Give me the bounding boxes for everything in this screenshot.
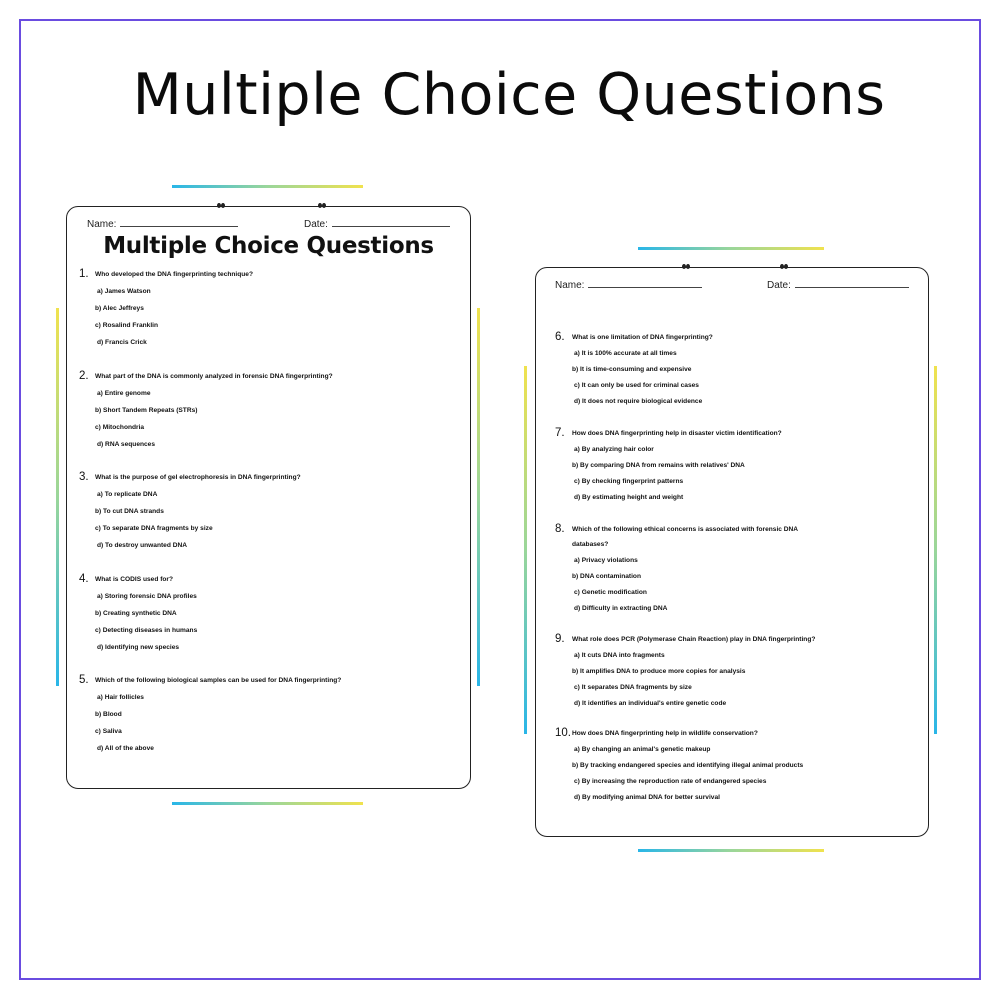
name-label: Name: bbox=[87, 219, 117, 230]
page-title: Multiple Choice Questions bbox=[132, 62, 886, 128]
answer-option[interactable]: b) To cut DNA strands bbox=[95, 508, 164, 515]
answer-option[interactable]: c) Mitochondria bbox=[95, 423, 145, 431]
answer-option[interactable]: d) Identifying new species bbox=[97, 643, 180, 651]
answer-option[interactable]: a) Storing forensic DNA profiles bbox=[97, 592, 197, 600]
answer-option[interactable]: c) Rosalind Franklin bbox=[95, 322, 159, 329]
worksheet-title: Multiple Choice Questions bbox=[103, 233, 434, 259]
date-field[interactable] bbox=[767, 279, 909, 291]
answer-option[interactable]: a) Hair follicles bbox=[97, 694, 144, 701]
accent-bar-right-1 bbox=[524, 366, 527, 734]
answer-option[interactable]: a) By analyzing hair color bbox=[574, 446, 654, 453]
question-number: 7. bbox=[555, 427, 565, 439]
answer-option[interactable]: d) It does not require biological evidence bbox=[574, 398, 703, 405]
date-field[interactable] bbox=[304, 218, 450, 230]
answer-option[interactable]: b) Alec Jeffreys bbox=[95, 305, 144, 312]
answer-option[interactable]: a) It is 100% accurate at all times bbox=[574, 350, 677, 357]
answer-option[interactable]: c) It separates DNA fragments by size bbox=[574, 684, 692, 691]
answer-option[interactable]: b) By tracking endangered species and identifying illegal animal products bbox=[572, 762, 804, 769]
question-text: How does DNA fingerprinting help in disaster victim identification? bbox=[572, 430, 782, 437]
accent-bar-top-right bbox=[638, 247, 824, 250]
answer-option[interactable]: a) To replicate DNA bbox=[97, 491, 158, 498]
worksheet-page-2 bbox=[535, 267, 929, 837]
question-number: 9. bbox=[555, 633, 565, 645]
question-text-continued: databases? bbox=[572, 541, 609, 548]
answer-option[interactable]: b) By comparing DNA from remains with relatives' DNA bbox=[572, 462, 745, 469]
accent-bar-right-2 bbox=[934, 366, 937, 734]
question-text: What is the purpose of gel electrophoresis in DNA fingerprinting? bbox=[95, 474, 301, 481]
answer-option[interactable]: b) It is time-consuming and expensive bbox=[572, 366, 692, 373]
question-text: What is one limitation of DNA fingerprinting? bbox=[572, 334, 713, 341]
question-number: 1. bbox=[79, 268, 89, 280]
accent-bar-bottom-right bbox=[638, 849, 824, 852]
name-label: Name: bbox=[555, 280, 585, 291]
answer-option[interactable]: d) Difficulty in extracting DNA bbox=[574, 605, 668, 612]
date-label: Date: bbox=[767, 280, 791, 291]
question-text: How does DNA fingerprinting help in wildlife conservation? bbox=[572, 730, 758, 737]
question-text: Who developed the DNA fingerprinting technique? bbox=[95, 271, 254, 278]
question-text: What role does PCR (Polymerase Chain Reaction) play in DNA fingerprinting? bbox=[572, 636, 816, 643]
answer-option[interactable]: c) Saliva bbox=[95, 728, 122, 735]
binder-ring bbox=[318, 203, 326, 209]
worksheet-page-1 bbox=[66, 206, 471, 789]
question-text: Which of the following ethical concerns is associated with forensic DNA bbox=[572, 526, 799, 533]
answer-option[interactable]: d) It identifies an individual's entire genetic code bbox=[574, 700, 727, 707]
answer-option[interactable]: a) It cuts DNA into fragments bbox=[574, 652, 665, 659]
answer-option[interactable]: c) Detecting diseases in humans bbox=[95, 626, 198, 634]
question-text: What part of the DNA is commonly analyzed in forensic DNA fingerprinting? bbox=[95, 372, 333, 380]
answer-option[interactable]: c) To separate DNA fragments by size bbox=[95, 525, 213, 532]
question-number: 6. bbox=[555, 331, 565, 343]
binder-ring bbox=[217, 203, 225, 209]
binder-ring bbox=[780, 264, 788, 270]
accent-bar-left-2 bbox=[477, 308, 480, 686]
question-number: 5. bbox=[79, 674, 89, 686]
answer-option[interactable]: c) It can only be used for criminal cases bbox=[574, 382, 699, 389]
question-number: 10. bbox=[555, 727, 571, 739]
answer-option[interactable]: b) Short Tandem Repeats (STRs) bbox=[95, 406, 198, 414]
answer-option[interactable]: a) Entire genome bbox=[97, 389, 151, 397]
answer-option[interactable]: a) By changing an animal's genetic makeup bbox=[574, 746, 711, 753]
answer-option[interactable]: a) Privacy violations bbox=[574, 557, 638, 564]
question-text: Which of the following biological samples can be used for DNA fingerprinting? bbox=[95, 677, 342, 684]
answer-option[interactable]: a) James Watson bbox=[97, 288, 151, 295]
answer-option[interactable]: d) By estimating height and weight bbox=[574, 494, 684, 501]
answer-option[interactable]: b) Creating synthetic DNA bbox=[95, 609, 177, 617]
question-number: 8. bbox=[555, 523, 565, 535]
question-number: 2. bbox=[79, 369, 89, 382]
answer-option[interactable]: b) It amplifies DNA to produce more copies for analysis bbox=[572, 668, 746, 675]
binder-ring bbox=[682, 264, 690, 270]
answer-option[interactable]: d) By modifying animal DNA for better survival bbox=[574, 794, 720, 801]
answer-option[interactable]: c) By increasing the reproduction rate of endangered species bbox=[574, 778, 767, 785]
answer-option[interactable]: d) Francis Crick bbox=[97, 339, 147, 346]
date-label: Date: bbox=[304, 219, 328, 230]
answer-option[interactable]: b) DNA contamination bbox=[572, 573, 641, 580]
name-field[interactable] bbox=[555, 279, 702, 291]
answer-option[interactable]: b) Blood bbox=[95, 711, 122, 718]
answer-option[interactable]: d) All of the above bbox=[97, 745, 154, 752]
answer-option[interactable]: c) Genetic modification bbox=[574, 589, 647, 596]
question-number: 3. bbox=[79, 471, 89, 483]
accent-bar-left-1 bbox=[56, 308, 59, 686]
question-number: 4. bbox=[79, 572, 89, 585]
answer-option[interactable]: d) To destroy unwanted DNA bbox=[97, 542, 187, 549]
accent-bar-top-left bbox=[172, 185, 363, 188]
answer-option[interactable]: c) By checking fingerprint patterns bbox=[574, 478, 684, 485]
answer-option[interactable]: d) RNA sequences bbox=[97, 440, 156, 448]
name-field[interactable] bbox=[87, 218, 238, 230]
accent-bar-bottom-left bbox=[172, 802, 363, 805]
question-text: What is CODIS used for? bbox=[95, 575, 174, 583]
